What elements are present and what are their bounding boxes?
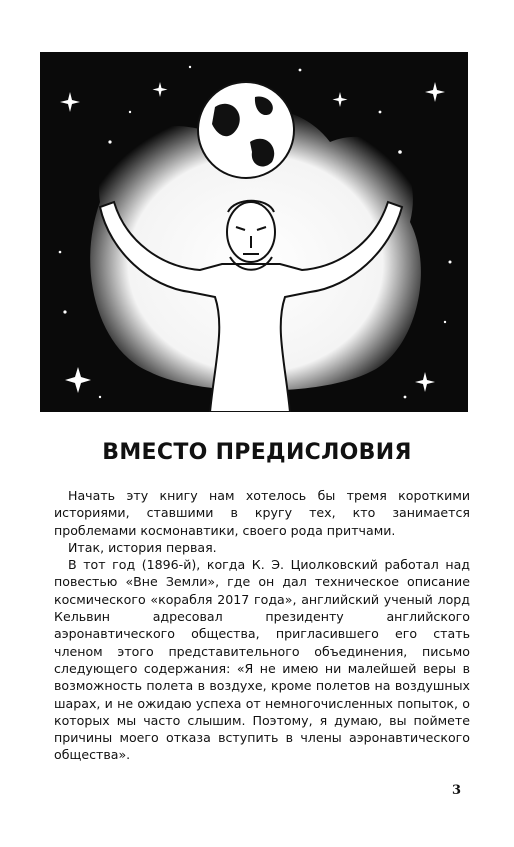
paragraph-1: Начать эту книгу нам хотелось бы тремя короткими историями, ставшими в кругу тех, кто занимается проблемами космонавтики, своего рода притчами. [54,488,470,538]
cosmonaut-illustration [40,52,468,412]
page-number: 3 [452,783,462,798]
earth-globe [198,82,294,178]
body-text [54,487,470,764]
paragraph-3: В тот год (1896-й), когда К. Э. Циолковский работал над повестью «Вне Земли», где он дал техническое описание космического «корабля 2017 года», английский ученый лорд Кельвин адресовал президенту английского аэронавтического общества, пригласившего его стать членом этого представительного объединения, письмо следующего содержания: «Я не имею ни малейшей веры в возможность полета в воздухе, кроме полетов на воздушных шарах, и не ожидаю успеха от немногочисленных попыток, о которых мы часто слышим. Поэтому, я думаю, вы поймете причины моего отказа вступить в члены аэронавтического общества». [54,557,470,763]
chapter-heading: ВМЕСТО ПРЕДИСЛОВИЯ [102,440,412,465]
illustration-drawing [40,52,468,412]
paragraph-2: Итак, история первая. [68,539,217,555]
